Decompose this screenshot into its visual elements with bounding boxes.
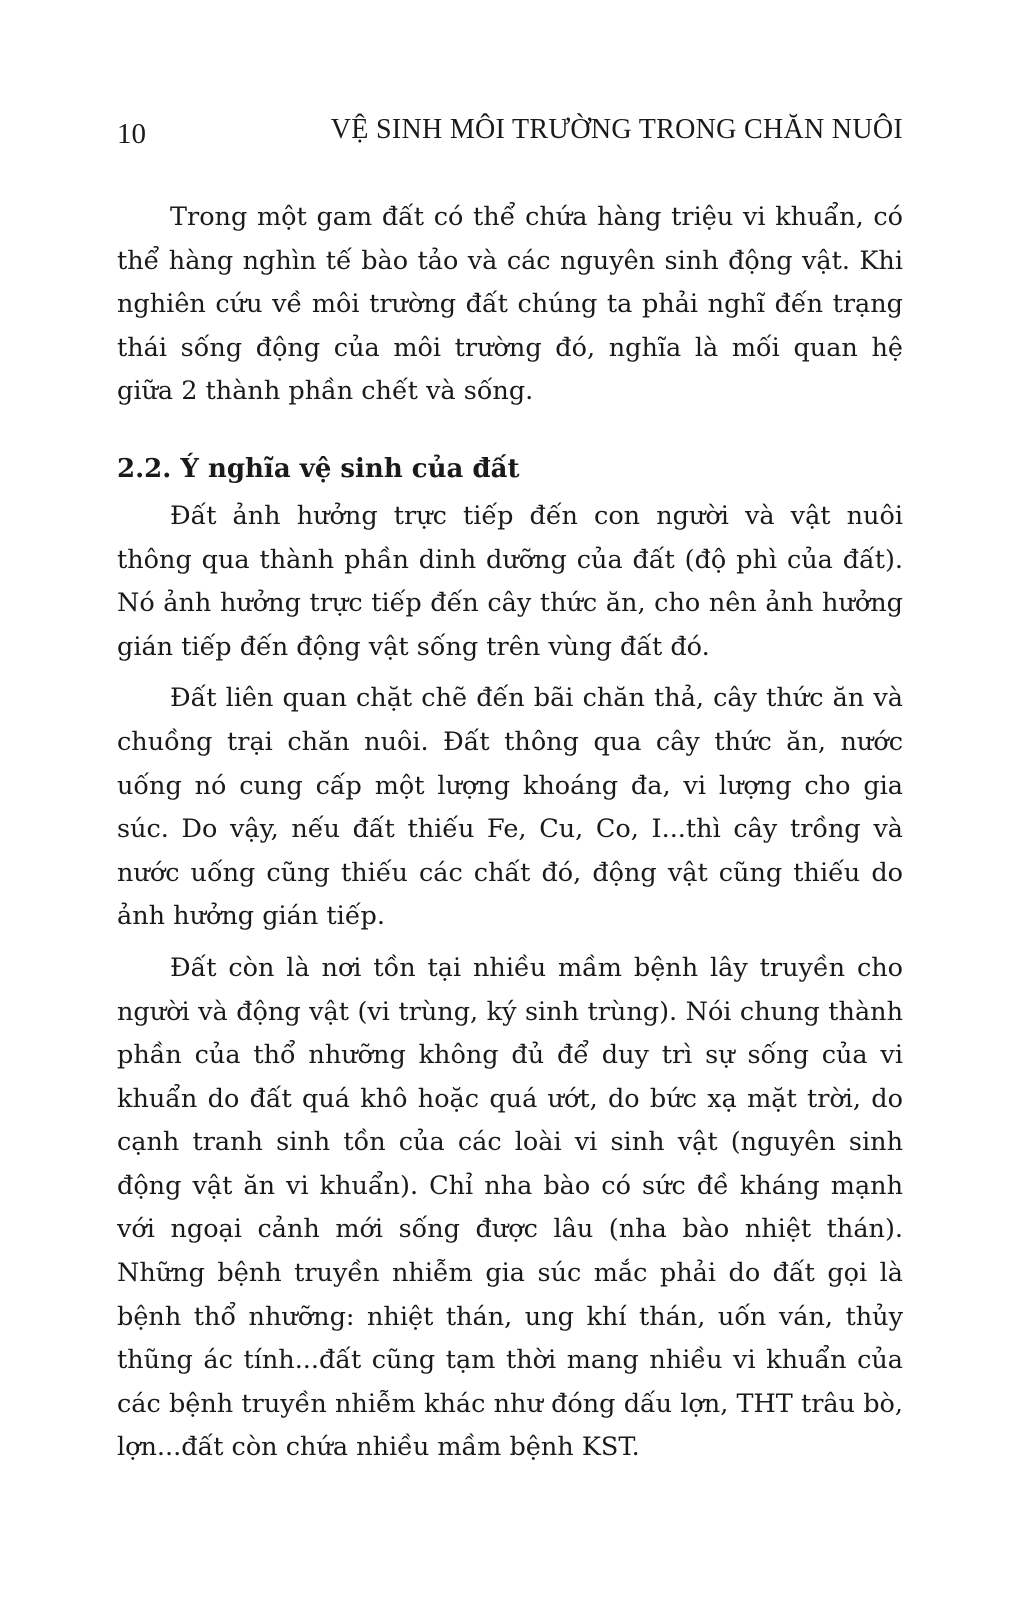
book-page: [117, 0, 903, 1614]
section-heading: 2.2. Ý nghĩa vệ sinh của đất: [117, 453, 520, 484]
page-number: 10: [117, 118, 146, 150]
paragraph: Đất liên quan chặt chẽ đến bãi chăn thả, cây thức ăn và chuồng trại chăn nuôi. Đất thông qua cây thức ăn, nước uống nó cung cấp một lượng khoáng đa, vi lượng cho gia súc. Do vậy, nếu đất thiếu Fe, Cu, Co, I...thì cây trồng và nước uống cũng thiếu các chất đó, động vật cũng thiếu do ảnh hưởng gián tiếp.: [117, 683, 903, 932]
intro-paragraph: Trong một gam đất có thể chứa hàng triệu vi khuẩn, có thể hàng nghìn tế bào tảo và các nguyên sinh động vật. Khi nghiên cứu về môi trường đất chúng ta phải nghĩ đến trạng thái sống động của môi trường đó, nghĩa là mối quan hệ giữa 2 thành phần chết và sống.: [117, 202, 903, 407]
running-header: [117, 114, 903, 154]
paragraph: Đất còn là nơi tồn tại nhiều mầm bệnh lây truyền cho người và động vật (vi trùng, ký sinh trùng). Nói chung thành phần của thổ nhưỡng không đủ để duy trì sự sống của vi khuẩn do đất quá khô hoặc quá ướt, do bức xạ mặt trời, do cạnh tranh sinh tồn của các loài vi sinh vật (nguyên sinh động vật ăn vi khuẩn). Chỉ nha bào có sức đề kháng mạnh với ngoại cảnh mới sống được lâu (nha bào nhiệt thán). Những bệnh truyền nhiễm gia súc mắc phải do đất gọi là bệnh thổ nhưỡng: nhiệt thán, ung khí thán, uốn ván, thủy thũng ác tính...đất cũng tạm thời mang nhiều vi khuẩn của các bệnh truyền nhiễm khác như đóng dấu lợn, THT trâu bò, lợn...đất còn chứa nhiều mầm bệnh KST.: [117, 952, 903, 1463]
body-text: [117, 196, 903, 1470]
running-header-title: VỆ SINH MÔI TRƯỜNG TRONG CHĂN NUÔI: [330, 114, 903, 145]
paragraph: Đất ảnh hưởng trực tiếp đến con người và vật nuôi thông qua thành phần dinh dưỡng của đất (độ phì của đất). Nó ảnh hưởng trực tiếp đến cây thức ăn, cho nên ảnh hưởng gián tiếp đến động vật sống trên vùng đất đó.: [117, 500, 903, 662]
